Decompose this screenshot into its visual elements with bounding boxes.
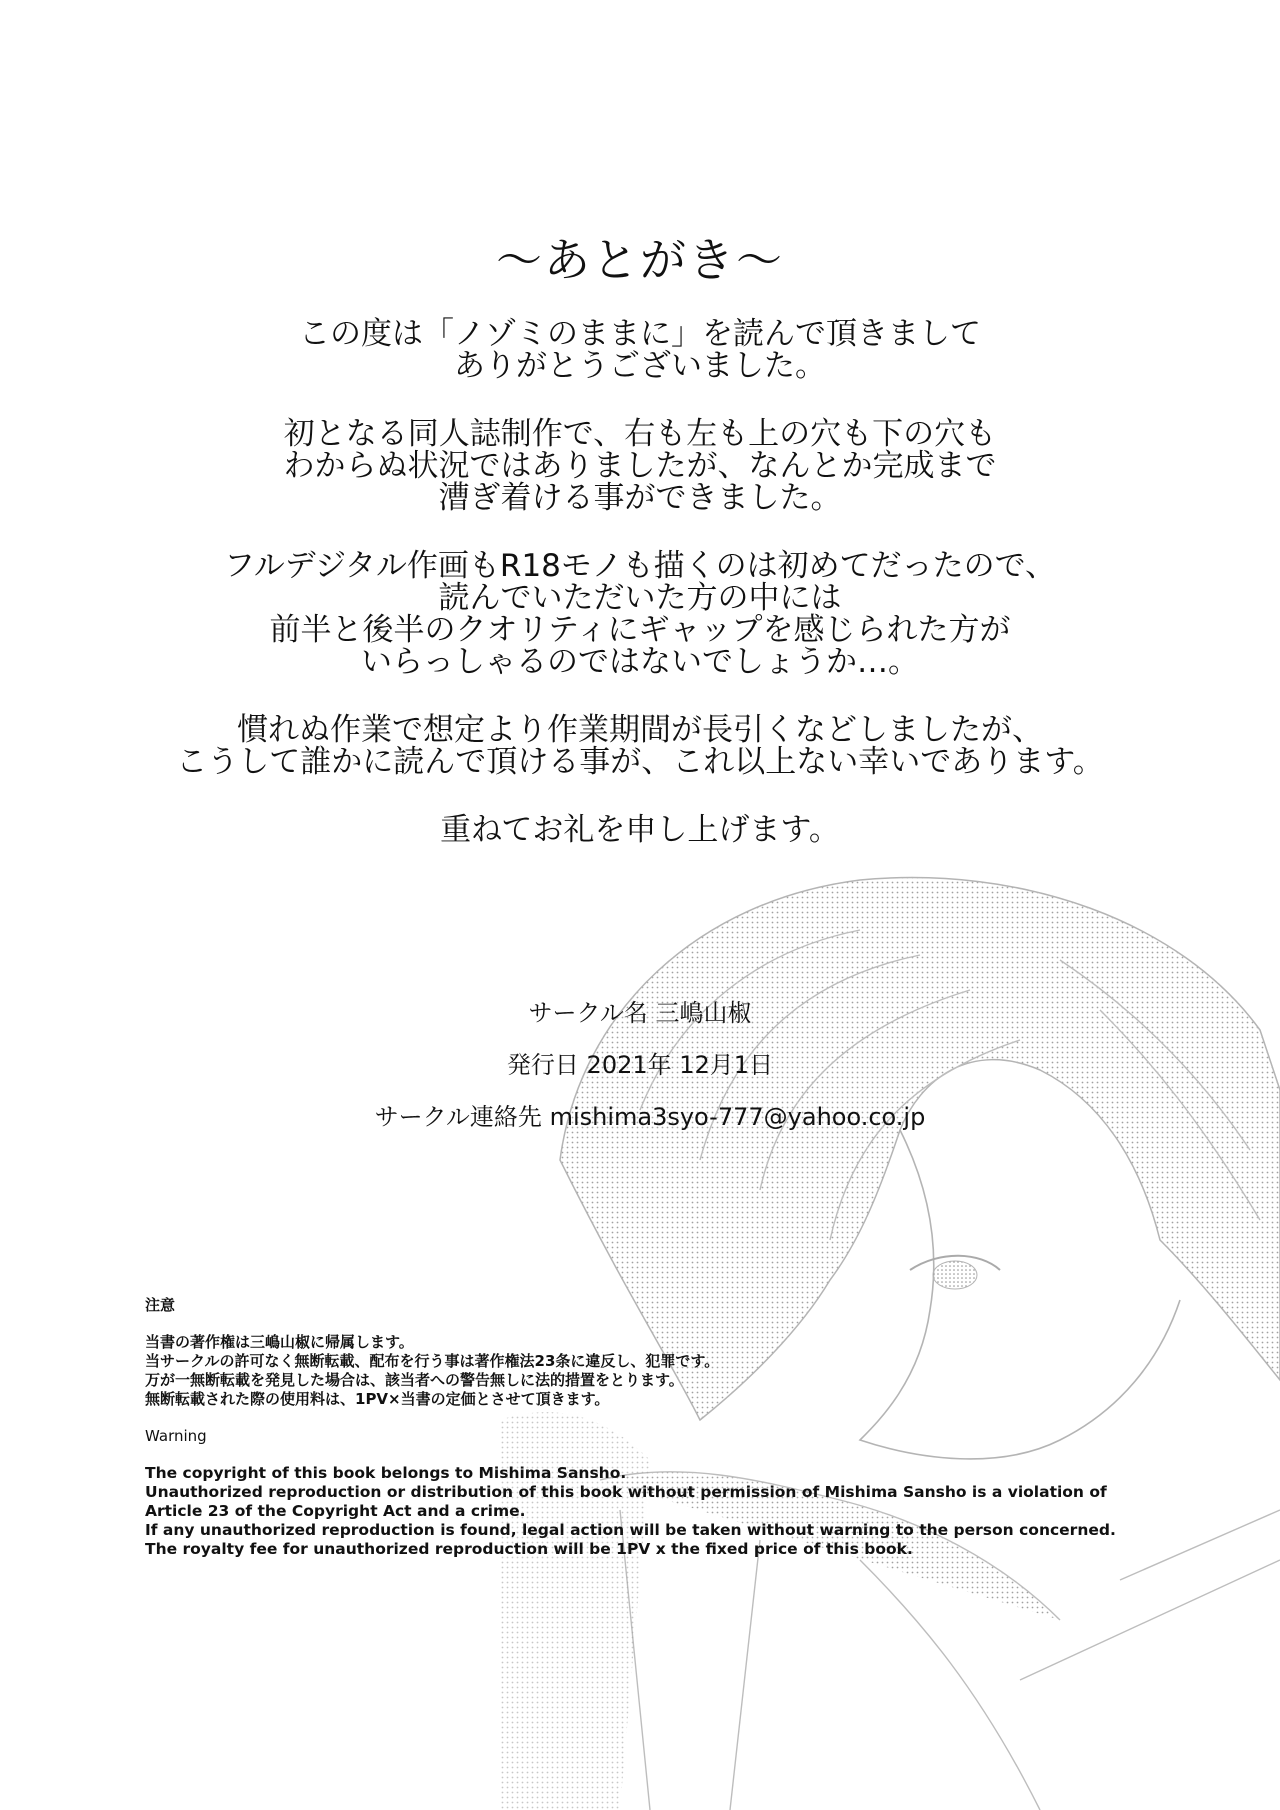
afterword-line: ありがとうございました。 bbox=[454, 348, 826, 384]
notice-line: Article 23 of the Copyright Act and a crime. bbox=[145, 1502, 526, 1520]
afterword-paragraph bbox=[0, 550, 1280, 678]
circle-name: サークル名 三嶋山椒 bbox=[528, 999, 752, 1027]
notice-japanese bbox=[145, 1333, 1145, 1409]
notice-english bbox=[145, 1464, 1145, 1559]
afterword-line: いらっしゃるのではないでしょうか…。 bbox=[361, 644, 919, 680]
publication-date: 発行日 2021年 12月1日 bbox=[506, 1051, 774, 1079]
afterword-line: わからぬ状況ではありましたが、なんとか完成まで bbox=[283, 448, 997, 484]
notice-line: Unauthorized reproduction or distribution of this book without permission of Mishima Sansho is a violation of bbox=[145, 1483, 1107, 1501]
afterword bbox=[0, 228, 1280, 882]
afterword-line: こうして誰かに読んで頂ける事が、これ以上ない幸いであります。 bbox=[176, 744, 1104, 780]
afterword-line: 慣れぬ作業で想定より作業期間が長引くなどしましたが、 bbox=[237, 712, 1043, 748]
colophon bbox=[0, 993, 1280, 1149]
afterword-line: 漕ぎ着ける事ができました。 bbox=[438, 480, 842, 516]
warning-heading: Warning bbox=[145, 1427, 207, 1445]
afterword-title: 〜あとがき〜 bbox=[496, 233, 784, 287]
notice-heading: 注意 bbox=[145, 1296, 176, 1314]
copyright-notice bbox=[145, 1296, 1145, 1577]
afterword-line: 読んでいただいた方の中には bbox=[438, 580, 842, 616]
afterword-paragraph bbox=[0, 714, 1280, 778]
afterword-paragraph bbox=[0, 318, 1280, 382]
notice-line: The royalty fee for unauthorized reproduction will be 1PV x the fixed price of this book. bbox=[145, 1540, 913, 1558]
notice-line: 当書の著作権は三嶋山椒に帰属します。 bbox=[145, 1333, 414, 1351]
afterword-paragraph bbox=[0, 418, 1280, 514]
notice-line: 万が一無断転載を発見した場合は、該当者への警告無しに法的措置をとります。 bbox=[145, 1371, 684, 1389]
afterword-line: フルデジタル作画もR18モノも描くのは初めてだったので、 bbox=[224, 548, 1056, 584]
notice-line: 無断転載された際の使用料は、1PV×当書の定価とさせて頂きます。 bbox=[145, 1390, 610, 1408]
afterword-line: 前半と後半のクオリティにギャップを感じられた方が bbox=[269, 612, 1011, 648]
notice-line: The copyright of this book belongs to Mishima Sansho. bbox=[145, 1464, 627, 1482]
contact-email: サークル連絡先 mishima3syo-777@yahoo.co.jp bbox=[374, 1103, 926, 1131]
afterword-line: この度は「ノゾミのままに」を読んで頂きまして bbox=[299, 316, 981, 352]
afterword-line: 重ねてお礼を申し上げます。 bbox=[440, 812, 840, 848]
afterword-paragraph bbox=[0, 814, 1280, 846]
notice-line: If any unauthorized reproduction is found, legal action will be taken without warning to the person concerned. bbox=[145, 1521, 1116, 1539]
notice-line: 当サークルの許可なく無断転載、配布を行う事は著作権法23条に違反し、犯罪です。 bbox=[145, 1352, 720, 1370]
afterword-line: 初となる同人誌制作で、右も左も上の穴も下の穴も bbox=[283, 416, 997, 452]
